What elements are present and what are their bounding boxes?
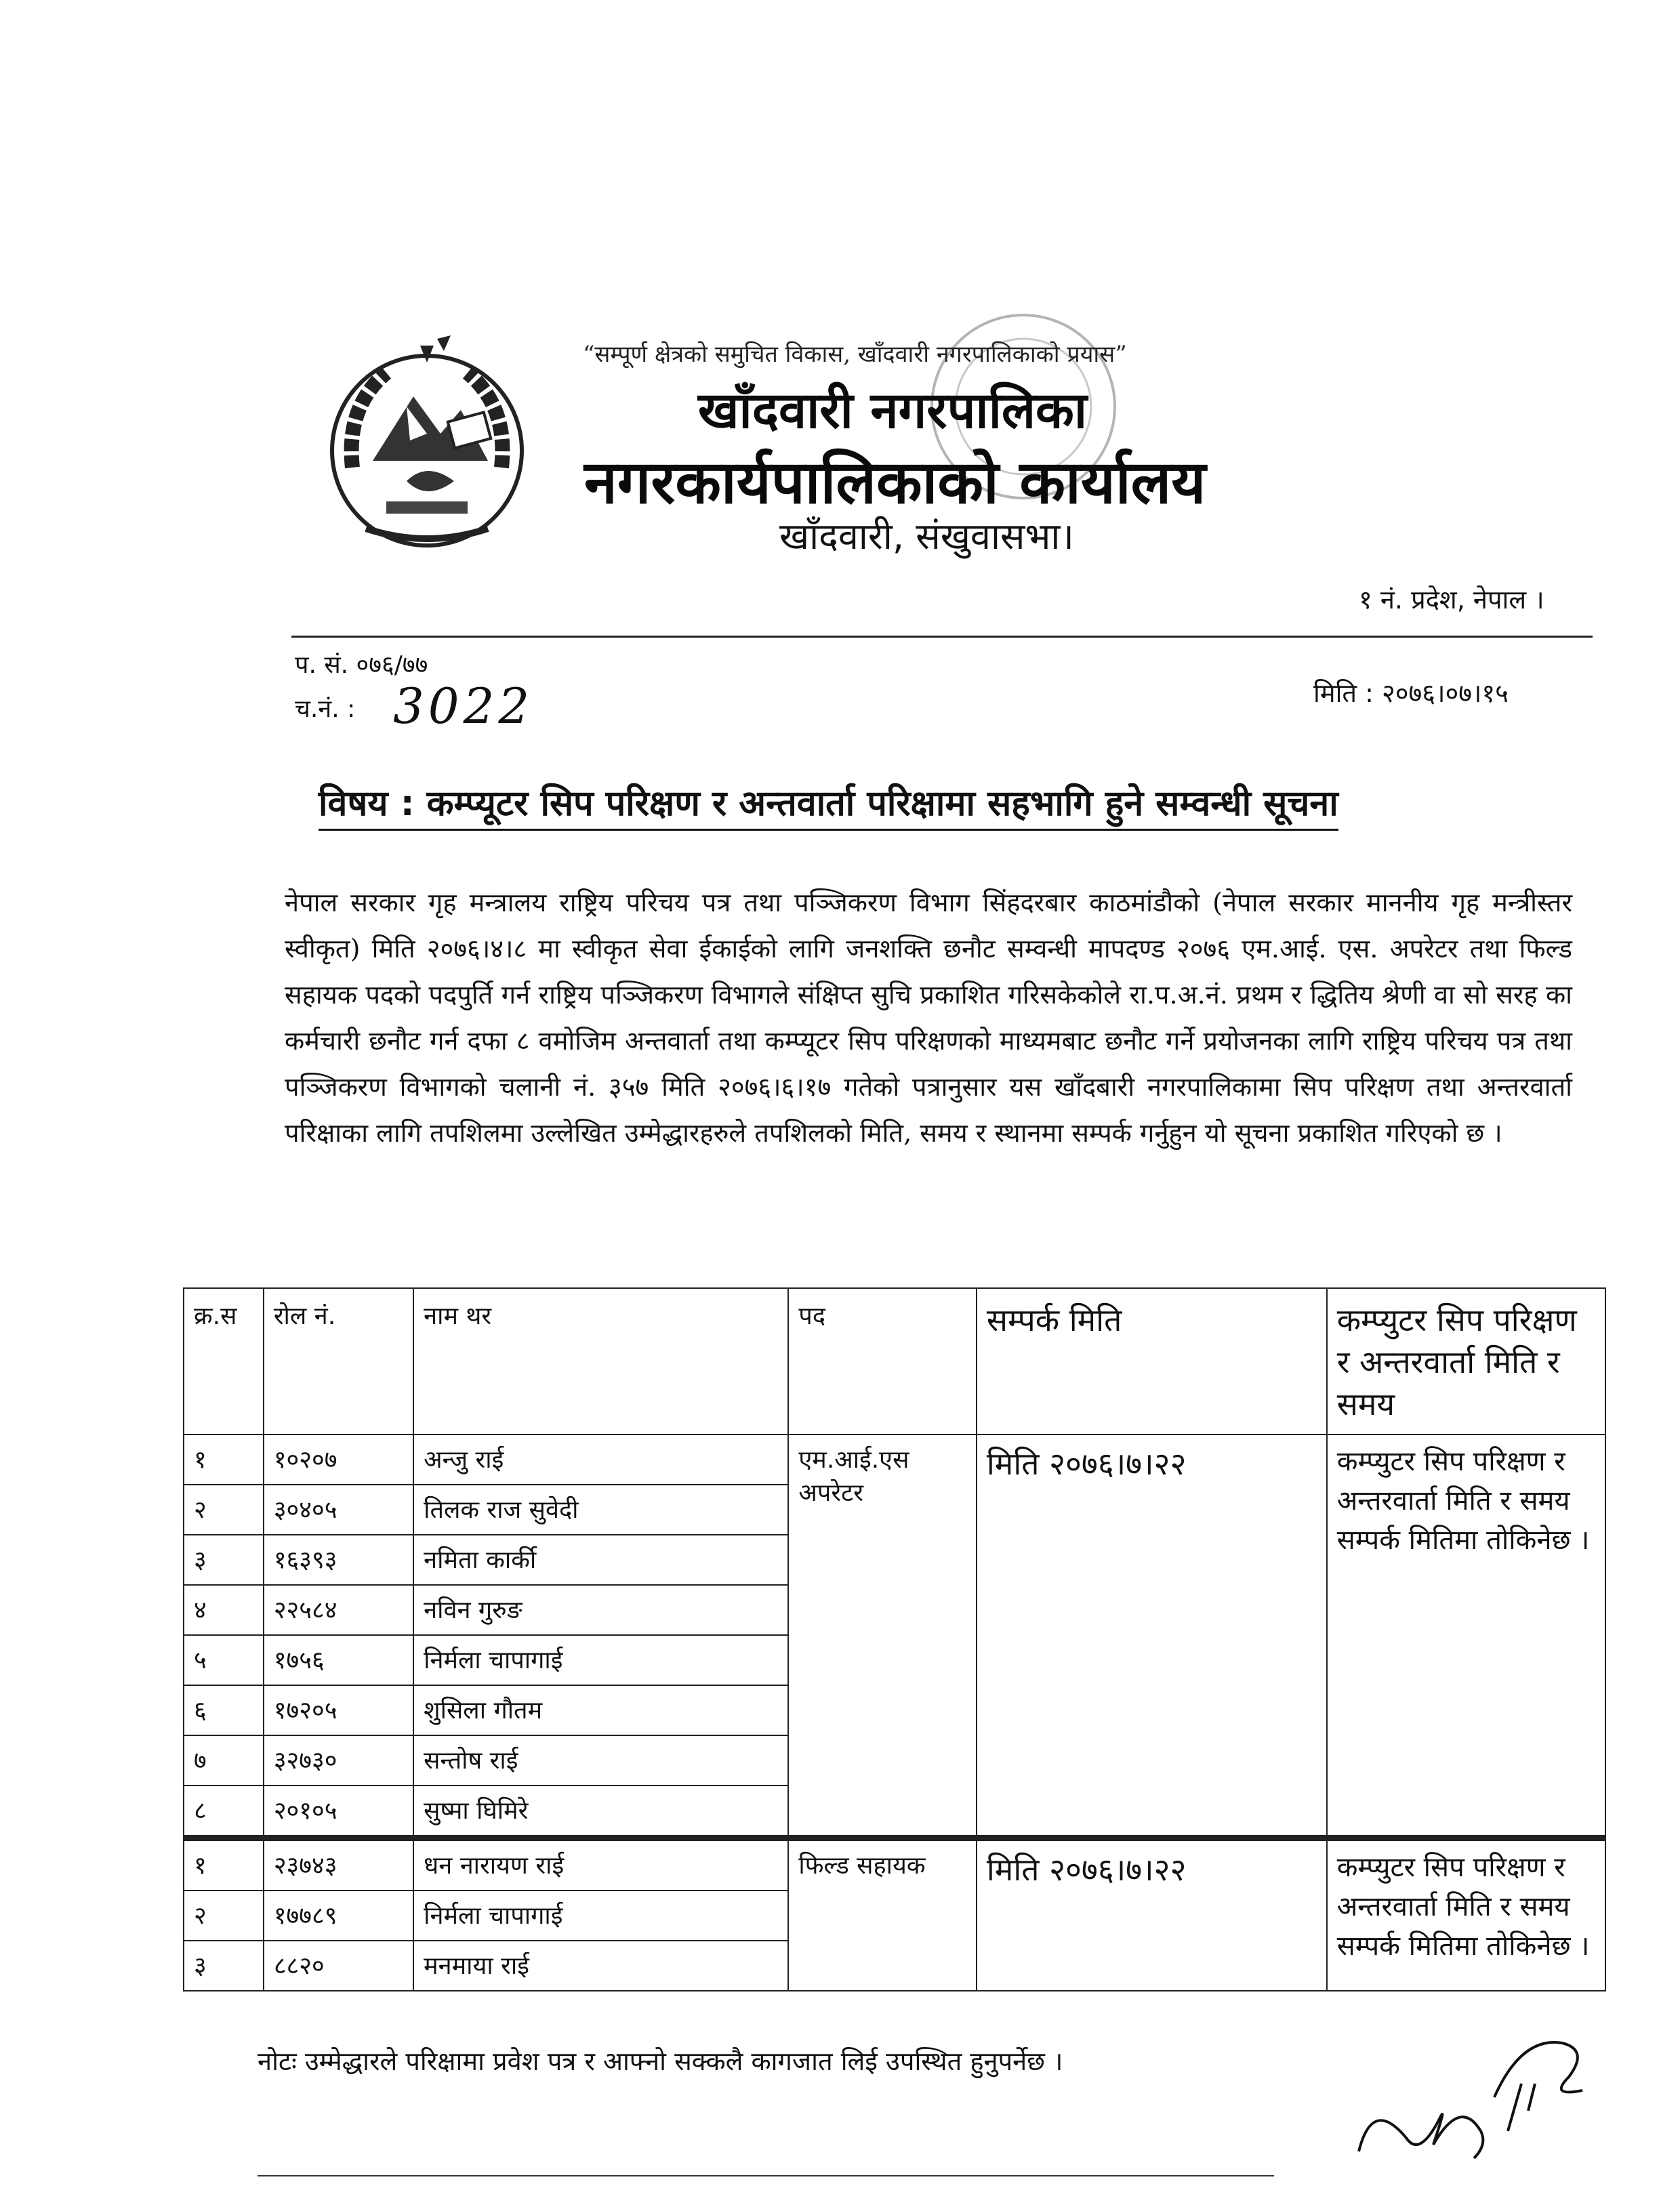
cell-exam: कम्प्युटर सिप परिक्षण र अन्तरवार्ता मिति र समय सम्पर्क मितिमा तोकिनेछ । [1327,1434,1605,1838]
cell-post: एम.आई.एस अपरेटर [788,1434,977,1838]
cell-sn: ३ [184,1941,264,1991]
cell-name: नविन गुरुङ [413,1585,788,1635]
cell-sn: १ [184,1434,264,1485]
nepal-emblem-icon [325,332,529,556]
cell-name: निर्मला चापागाई [413,1635,788,1685]
cell-contact-date: मिति २०७६।७।२२ [977,1434,1327,1838]
cell-sn: १ [184,1838,264,1891]
municipality-name: खाँदवारी नगरपालिका [698,381,1088,440]
dispatch-number-label: च.नं. : [295,695,356,723]
cell-name: निर्मला चापागाई [413,1891,788,1941]
table-row [184,1838,1605,1891]
office-name: नगरकार्यपालिकाको कार्यालय [584,447,1206,517]
cell-name: धन नारायण राई [413,1838,788,1891]
province: १ नं. प्रदेश, नेपाल । [1359,585,1544,615]
signature-icon [1345,2016,1603,2179]
candidates-table [183,1287,1606,1991]
cell-sn: २ [184,1485,264,1535]
cell-name: तिलक राज सुवेदी [413,1485,788,1535]
table-row [184,1434,1605,1485]
cell-contact-date: मिति २०७६।७।२२ [977,1838,1327,1991]
cell-roll: ३२७३० [264,1735,413,1786]
cell-sn: ४ [184,1585,264,1635]
header-exam: कम्प्युटर सिप परिक्षण र अन्तरवार्ता मिति र समय [1327,1288,1605,1434]
footer-divider [258,2175,1274,2176]
cell-roll: १०२०७ [264,1434,413,1485]
letter-date: मिति : २०७६।०७।१५ [1313,678,1509,708]
cell-sn: ५ [184,1635,264,1685]
cell-sn: ३ [184,1535,264,1585]
cell-sn: ७ [184,1735,264,1786]
header-sn: क्र.स [184,1288,264,1434]
cell-name: सन्तोष राई [413,1735,788,1786]
dispatch-number-value: 3022 [393,678,534,735]
cell-roll: १७७८९ [264,1891,413,1941]
cell-name: मनमाया राई [413,1941,788,1991]
cell-post: फिल्ड सहायक [788,1838,977,1991]
cell-sn: २ [184,1891,264,1941]
cell-roll: ३०४०५ [264,1485,413,1535]
office-address: खाँदवारी, संखुवासभा। [779,515,1074,558]
header-name: नाम थर [413,1288,788,1434]
motto: “सम्पूर्ण क्षेत्रको समुचित विकास, खाँदवारी नगरपालिकाको प्रयास” [583,341,1127,368]
table-header-row [184,1288,1605,1434]
cell-sn: ६ [184,1685,264,1735]
cell-roll: २०१०५ [264,1786,413,1838]
fiscal-year-ref: प. सं. ०७६/७७ [295,651,428,679]
cell-sn: ८ [184,1786,264,1838]
cell-roll: ८८२० [264,1941,413,1991]
body-paragraph: नेपाल सरकार गृह मन्त्रालय राष्ट्रिय परिचय पत्र तथा पञ्जिकरण विभाग सिंहदरबार काठमांडौको (नेपाल सरकार माननीय गृह मन्त्रीस्तर स्वीकृत) मिति २०७६।४।८ मा स्वीकृत सेवा ईकाईको लागि जनशक्ति छनौट सम्वन्धी मापदण्ड २०७६ एम.आई. एस. अपरेटर तथा फिल्ड सहायक पदको पदपुर्ति गर्न राष्ट्रिय पञ्जिकरण विभागले संक्षिप्त सुचि प्रकाशित गरिसकेकोले रा.प.अ.नं. प्रथम र द्धितिय श्रेणी वा सो सरह का कर्मचारी छनौट गर्न दफा ८ वमोजिम अन्तवार्ता तथा कम्प्यूटर सिप परिक्षणको माध्यमबाट छनौट गर्ने प्रयोजनका लागि राष्ट्रिय परिचय पत्र तथा पञ्जिकरण विभागको चलानी नं. ३५७ मिति २०७६।६।१७ गतेको पत्रानुसार यस खाँदबारी नगरपालिकामा सिप परिक्षण तथा अन्तरवार्ता परिक्षाका लागि तपशिलमा उल्लेखित उम्मेद्धारहरुले तपशिलको मिति, समय र स्थानमा सम्पर्क गर्नुहुन यो सूचना प्रकाशित गरिएको छ । [285,888,1572,1148]
subject-line: विषय : कम्प्यूटर सिप परिक्षण र अन्तवार्ता परिक्षामा सहभागि हुने सम्वन्धी सूचना [319,778,1338,831]
cell-name: सुष्मा घिमिरे [413,1786,788,1838]
cell-roll: २२५८४ [264,1585,413,1635]
cell-roll: १७५६ [264,1635,413,1685]
cell-name: नमिता कार्की [413,1535,788,1585]
header-divider [291,636,1593,638]
header-contact-date: सम्पर्क मिति [977,1288,1327,1434]
cell-name: शुसिला गौतम [413,1685,788,1735]
cell-exam: कम्प्युटर सिप परिक्षण र अन्तरवार्ता मिति र समय सम्पर्क मितिमा तोकिनेछ । [1327,1838,1605,1991]
cell-name: अन्जु राई [413,1434,788,1485]
cell-roll: २३७४३ [264,1838,413,1891]
cell-roll: १६३९३ [264,1535,413,1585]
cell-roll: १७२०५ [264,1685,413,1735]
header-post: पद [788,1288,977,1434]
header-roll: रोल नं. [264,1288,413,1434]
footnote: नोटः उम्मेद्धारले परिक्षामा प्रवेश पत्र र आफ्नो सक्कलै कागजात लिई उपस्थित हुनुपर्नेछ । [258,2046,1063,2076]
